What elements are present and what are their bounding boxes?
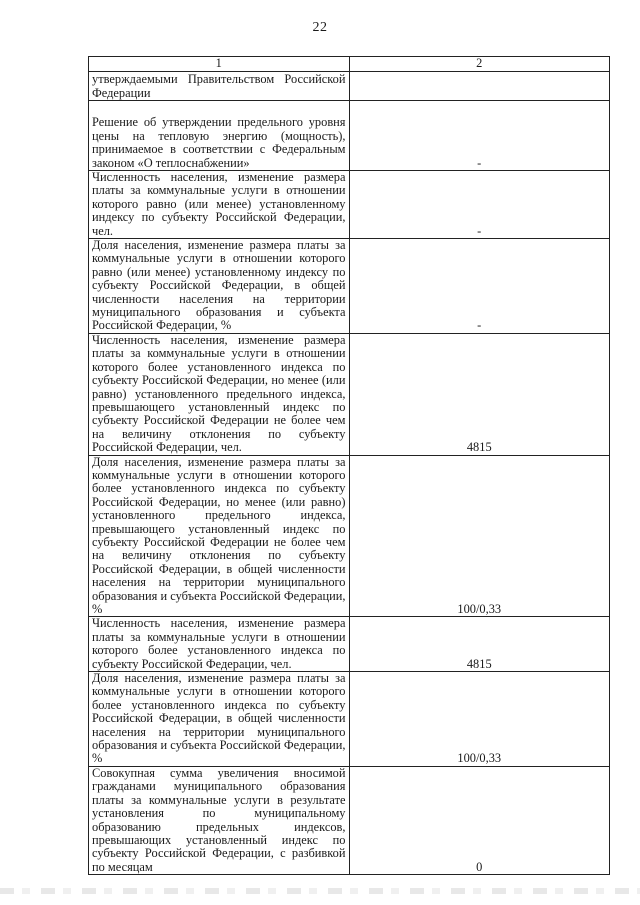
row-value: - xyxy=(349,171,610,239)
row-value xyxy=(349,72,610,101)
table-row xyxy=(89,672,610,767)
table-row xyxy=(89,455,610,617)
row-label: Совокупная сумма увеличения вносимой гражданами муниципального образования платы за коммунальные услуги в результате установления по муниципальному образованию предельных индексов, превышающих установленный индекс по субъекту Российской Федерации, с разбивкой по месяцам xyxy=(89,766,350,874)
row-value: - xyxy=(349,239,610,334)
table-row xyxy=(89,333,610,455)
row-value: 100/0,33 xyxy=(349,455,610,617)
table-header-row xyxy=(89,57,610,72)
row-label: Доля населения, изменение размера платы за коммунальные услуги в отношении которого равно (или менее) установленному индексу по субъекту Российской Федерации, в общей численности населения на территории муниципального образования и субъекта Российской Федерации, % xyxy=(89,239,350,334)
row-value: 4815 xyxy=(349,333,610,455)
table-row xyxy=(89,101,610,171)
row-label: утверждаемыми Правительством Российской Федерации xyxy=(89,72,350,101)
row-label: Доля населения, изменение размера платы за коммунальные услуги в отношении которого более установленного индекса по субъекту Российской Федерации, но менее (или равно) установленного предельного индекса, превышающего установленный индекс по субъекту Российской Федерации не более чем на величину отклонения по субъекту Российской Федерации, в общей численности населения на территории муниципального образования и субъекта Российской Федерации, % xyxy=(89,455,350,617)
page-number: 22 xyxy=(312,20,328,35)
row-value: 100/0,33 xyxy=(349,672,610,767)
column-header-1: 1 xyxy=(89,57,350,72)
column-header-2: 2 xyxy=(349,57,610,72)
row-label: Численность населения, изменение размера платы за коммунальные услуги в отношении которого более установленного индекса по субъекту Российской Федерации, но менее (или равно) установленного предельного индекса, превышающего установленный индекс по субъекту Российской Федерации не более чем на величину отклонения по субъекту Российской Федерации, чел. xyxy=(89,333,350,455)
row-value: - xyxy=(349,101,610,171)
row-label: Численность населения, изменение размера платы за коммунальные услуги в отношении которого равно (или менее) установленному индексу по субъекту Российской Федерации, чел. xyxy=(89,171,350,239)
row-value: 4815 xyxy=(349,617,610,672)
table-row xyxy=(89,766,610,874)
document-table xyxy=(88,56,610,875)
row-label: Доля населения, изменение размера платы за коммунальные услуги в отношении которого более установленного индекса по субъекту Российской Федерации, в общей численности населения на территории муниципального образования и субъекта Российской Федерации, % xyxy=(89,672,350,767)
row-label: Численность населения, изменение размера платы за коммунальные услуги в отношении которого более установленного индекса по субъекту Российской Федерации, чел. xyxy=(89,617,350,672)
table-row xyxy=(89,617,610,672)
row-label: Решение об утверждении предельного уровня цены на тепловую энергию (мощность), принимаемое в соответствии с Федеральным законом «О теплоснабжении» xyxy=(89,101,350,171)
scan-artifact-strip xyxy=(0,888,640,894)
table-row xyxy=(89,72,610,101)
table-row xyxy=(89,239,610,334)
row-value: 0 xyxy=(349,766,610,874)
table-row xyxy=(89,171,610,239)
